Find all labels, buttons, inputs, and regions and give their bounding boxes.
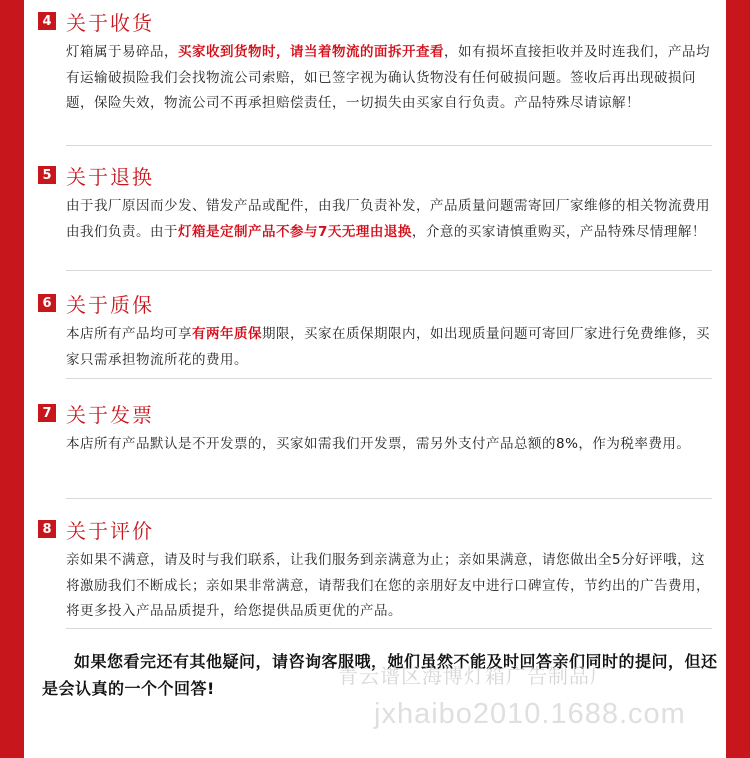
divider	[66, 628, 712, 629]
section-body: 本店所有产品默认是不开发票的，买家如需我们开发票，需另外支付产品总额的8%，作为税率费用。	[66, 436, 691, 452]
watermark-company: 青云谱区海博灯箱广告制品厂	[338, 664, 611, 688]
section-title: 关于收货	[66, 10, 154, 35]
section-title: 关于质保	[66, 292, 154, 317]
section-body: 亲如果不满意，请及时与我们联系，让我们服务到亲满意为止；亲如果满意，请您做出全5分好评哦，这将激励我们不断成长；亲如果非常满意，请帮我们在您的亲朋好友中进行口碑宣传，节约出的广告费用，将更多投入产品品质提升，给您提供品质更优的产品。	[66, 552, 710, 619]
divider	[66, 270, 712, 271]
divider	[66, 498, 712, 499]
watermark-url: jxhaibo2010.1688.com	[374, 698, 686, 730]
section-receiving	[38, 6, 713, 117]
section-title: 关于评价	[66, 518, 154, 543]
divider	[66, 378, 712, 379]
section-number-badge: 6	[38, 294, 56, 312]
section-invoice	[38, 398, 713, 458]
section-number-badge: 8	[38, 520, 56, 538]
section-body: 灯箱属于易碎品，买家收到货物时，请当着物流的面拆开查看，如有损坏直接拒收并及时连我们，产品均有运输破损险我们会找物流公司索赔，如已签字视为确认货物没有任何破损问题。签收后再出现破损问题，保险失效，物流公司不再承担赔偿责任，一切损失由买家自行负责。产品特殊尽请谅解！	[66, 44, 710, 111]
section-title: 关于发票	[66, 402, 154, 427]
footer-note: 如果您看完还有其他疑问，请咨询客服哦，她们虽然不能及时回答亲们同时的提问，但还是会认真的一个个回答!	[42, 652, 718, 698]
section-returns	[38, 160, 713, 245]
section-warranty	[38, 288, 713, 373]
section-number-badge: 4	[38, 12, 56, 30]
section-body: 由于我厂原因而少发、错发产品或配件，由我厂负责补发，产品质量问题需寄回厂家维修的相关物流费用由我们负责。由于灯箱是定制产品不参与7天无理由退换，介意的买家请慎重购买，产品特殊尽情理解！	[66, 198, 710, 240]
section-body: 本店所有产品均可享有两年质保期限，买家在质保期限内，如出现质量问题可寄回厂家进行免费维修，买家只需承担物流所花的费用。	[66, 326, 710, 368]
divider	[66, 145, 712, 146]
section-number-badge: 7	[38, 404, 56, 422]
section-title: 关于退换	[66, 164, 154, 189]
section-number-badge: 5	[38, 166, 56, 184]
section-review	[38, 514, 713, 625]
